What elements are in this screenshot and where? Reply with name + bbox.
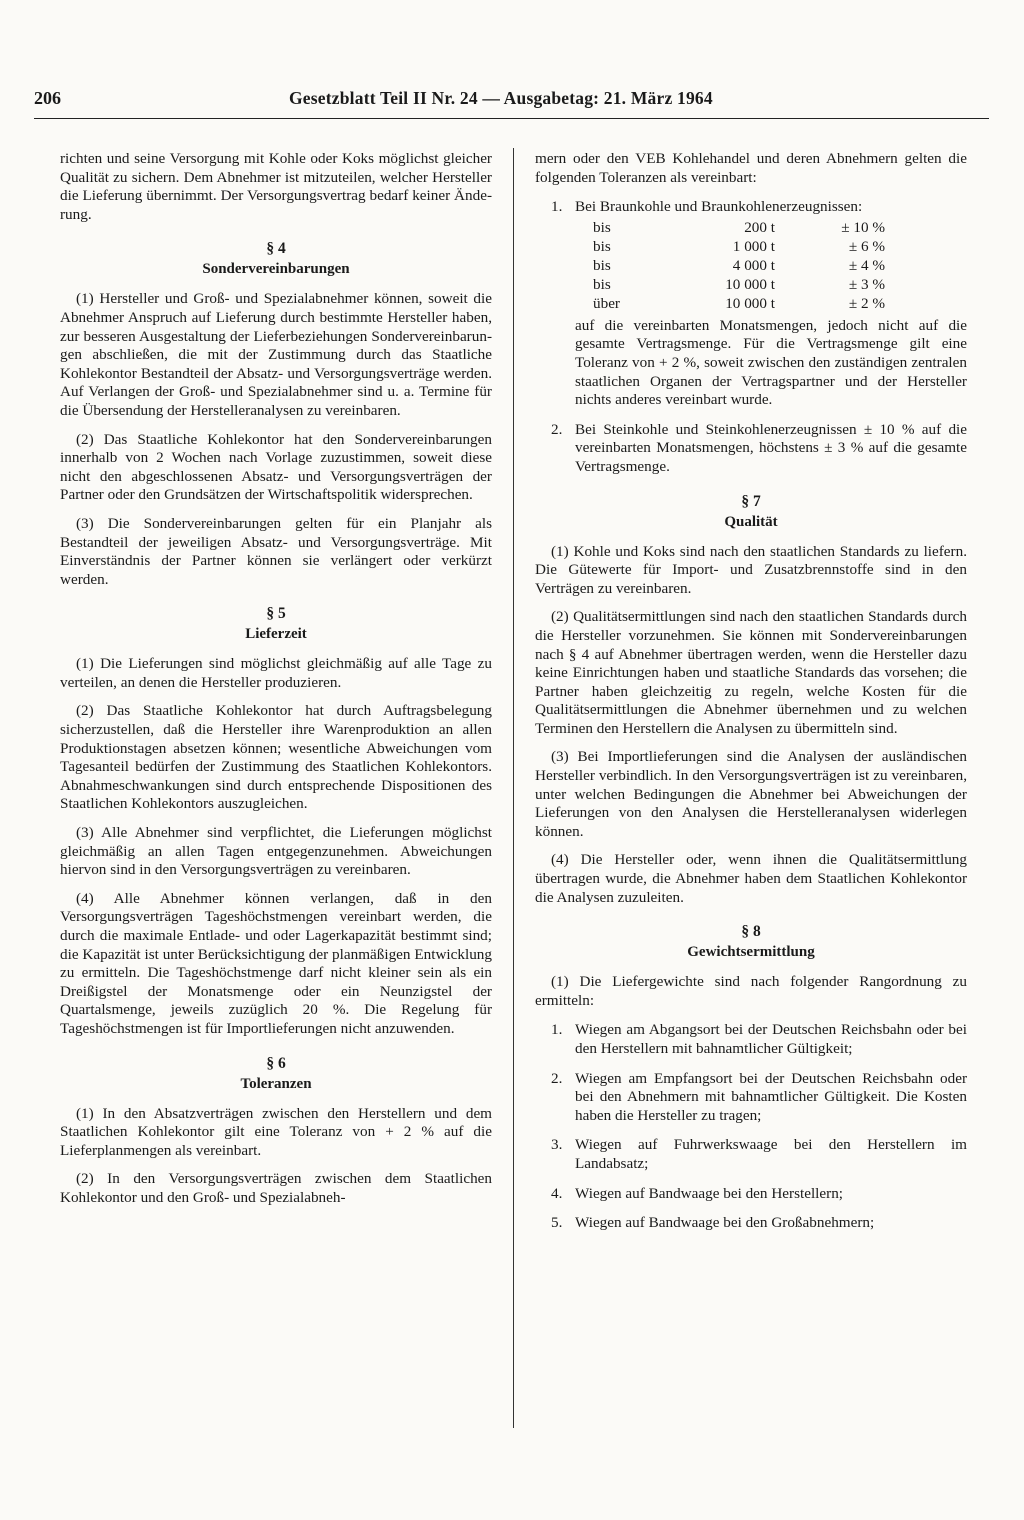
list-item xyxy=(535,1185,967,1204)
tolerance-table xyxy=(593,218,885,313)
list-text: Wiegen auf Bandwaage bei den Herstellern; xyxy=(575,1184,844,1202)
list-number: 4. xyxy=(551,1184,563,1202)
section-title: Lieferzeit xyxy=(245,626,307,643)
paragraph: (1) Die Lieferungen sind möglichst gleichmäßig auf alle Tage zu verteilen, an denen die Hersteller produzieren. xyxy=(60,655,492,691)
table-row: bis 10 000 t ± 3 % xyxy=(593,275,885,293)
paragraph: (4) Alle Abnehmer können verlangen, daß in den Versorgungsverträgen Tageshöchstmengen vereinbart werden, die durch die maximale Entlade- und oder Lagerkapazität bestimmt sind; die Kapazität ist unter Berücksichtigung der planmäßigen Entwicklung zu ermitteln. Die Tageshöchstmenge darf nicht kleiner sein als ein Dreißigstel der Monatsmenge oder ein Neunzigstel der Quartalsmenge, jeweils zuzüglich 20 %. Die Regelung für Tageshöchstmengen ist für Importlieferungen nicht anzuwenden. xyxy=(60,889,492,1037)
paragraph: (1) In den Absatzverträgen zwischen den Herstellern und dem Staatlichen Kohlekontor gilt eine Toleranz von + 2 % auf die Lieferplanmengen als vereinbart. xyxy=(60,1104,492,1159)
paragraph: (2) Das Staatliche Kohlekontor hat durch Auftragsbelegung sicherzustellen, daß die Hersteller ihre Warenproduktion an allen Produktionstagen absetzen können; wesentliche Abweichungen vom Tagesanteil bedürfen der Zustimmung des Staatlichen Kohlekontors. Abnahmeschwankungen sind durch entsprechende Dispositionen des Staatlichen Kohlekontors auszugleichen. xyxy=(60,702,492,813)
right-column xyxy=(535,150,967,1233)
list-text: Bei Steinkohle und Steinkohlenerzeugnissen ± 10 % auf die vereinbarten Monatsmengen, höchstens ± 3 % auf die gesamte Vertragsmenge. xyxy=(575,420,967,475)
page-header xyxy=(34,88,989,119)
section-title: Gewichtsermittlung xyxy=(687,944,815,961)
paragraph: (2) Das Staatliche Kohlekontor hat den Sondervereinbarungen innerhalb von 2 Wochen nach Vorlage zuzustimmen, soweit diese nicht den abgeschlossenen Absatz- und Versorgungsverträgen der Partner oder den Grundsätzen der Wirtschaftspolitik widersprechen. xyxy=(60,430,492,504)
list-continuation xyxy=(535,317,967,410)
list-text: Bei Braunkohle und Braunkohlenerzeugnissen: xyxy=(575,198,863,216)
section-title: Sondervereinbarungen xyxy=(202,261,350,278)
left-column xyxy=(60,150,492,1208)
list-number: 1. xyxy=(551,1021,563,1039)
list-item xyxy=(535,1070,967,1126)
page-number: 206 xyxy=(34,88,61,108)
section-number: § 8 xyxy=(741,923,761,941)
list-item xyxy=(535,1214,967,1233)
list-item xyxy=(535,1021,967,1058)
paragraph: (3) Bei Importlieferungen sind die Analysen der ausländischen Hersteller verbindlich. In den Versorgungsverträgen ist zu vereinbaren, unter welchen Bedingungen die Abnehmer bei Abweichungen der Lieferungen von den Analysen die Herstelleranalysen widerlegen können. xyxy=(535,748,967,840)
list-text: Wiegen am Abgangsort bei der Deutschen Reichsbahn oder bei den Herstellern mit bahnamtlicher Gültigkeit; xyxy=(575,1021,967,1057)
section-number: § 7 xyxy=(741,492,761,510)
list-number: 1. xyxy=(551,198,563,216)
table-row: bis 1 000 t ± 6 % xyxy=(593,237,885,255)
paragraph: (3) Alle Abnehmer sind verpflichtet, die Lieferungen möglichst gleichmäßig an allen Tagen entgegenzunehmen. Abweichungen hiervon sind in den Versorgungsverträgen zu vereinbaren. xyxy=(60,824,492,879)
list-number: 2. xyxy=(551,420,563,438)
paragraph: (1) Hersteller und Groß- und Spezialabnehmer können, soweit die Abnehmer Anspruch auf Lieferung durch bestimmte Hersteller haben, zur besseren Ausgestaltung der Lieferbeziehungen Sondervereinbarungen abschließen, die mit der Zustimmung durch das Staatliche Kohlekontor Bestandteil der Absatz- und Versorgungsverträge werden. Auf Verlangen der Groß- und Spezialabnehmer sind u. a. Termine für die Übersendung der Herstelleranalysen zu vereinbaren. xyxy=(60,290,492,419)
list-item xyxy=(535,1136,967,1173)
list-text: Wiegen auf Fuhrwerkswaage bei den Herstellern im Landabsatz; xyxy=(575,1136,967,1172)
section-number: § 4 xyxy=(266,240,286,258)
paragraph: richten und seine Versorgung mit Kohle oder Koks möglichst gleicher Qualität zu sichern. Dem Abnehmer ist mitzuteilen, welcher Hersteller die Lieferung übernimmt. Der Versorgungsvertrag bedarf keiner Änderung. xyxy=(60,150,492,223)
list-number: 5. xyxy=(551,1214,563,1232)
paragraph: (2) Qualitätsermittlungen sind nach den staatlichen Standards durch die Hersteller vorzunehmen. Sie können mit Sondervereinbarungen nach § 4 auf Abnehmer übertragen werden, wenn die Hersteller dazu keine Einrichtungen haben und staatliche Standards das vorsehen; die Partner haben gleichzeitig zu regeln, welche Kosten für die Qualitätsermittlungen die Abnehmer übernehmen und zu welchen Terminen den Herstellern die Analysen zu übermitteln sind. xyxy=(535,608,967,737)
paragraph: (2) In den Versorgungsverträgen zwischen dem Staatlichen Kohlekontor und den Groß- und Spezialabneh- xyxy=(60,1170,492,1206)
paragraph: (1) Kohle und Koks sind nach den staatlichen Standards zu liefern. Die Gütewerte für Import- und Zusatzbrennstoffe sind in den Verträgen zu vereinbaren. xyxy=(535,542,967,597)
paragraph: (4) Die Hersteller oder, wenn ihnen die Qualitätsermittlung übertragen wurde, die Abnehmer haben dem Staatlichen Kohlekontor die Analysen zuzuleiten. xyxy=(535,851,967,906)
table-row: bis 4 000 t ± 4 % xyxy=(593,256,885,274)
section-number: § 5 xyxy=(266,605,286,623)
list-item xyxy=(535,421,967,477)
list-text: Wiegen am Empfangsort bei der Deutschen Reichsbahn oder bei den Abnehmern mit bahnamtlicher Gültigkeit. Die Kosten haben die Hersteller zu tragen; xyxy=(575,1069,967,1124)
list-number: 3. xyxy=(551,1136,563,1154)
section-title: Toleranzen xyxy=(240,1075,312,1092)
section-number: § 6 xyxy=(266,1054,286,1072)
paragraph: (1) Die Liefergewichte sind nach folgender Rangordnung zu ermitteln: xyxy=(535,973,967,1009)
section-title: Qualität xyxy=(724,513,778,530)
paragraph: mern oder den VEB Kohlehandel und deren Abnehmern gelten die folgenden Toleranzen als vereinbart: xyxy=(535,150,967,186)
paragraph: (3) Die Sondervereinbarungen gelten für ein Planjahr als Bestandteil der jeweiligen Absatz- und Versorgungsverträge. Mit Einverständnis der Partner können sie verlängert oder verkürzt werden. xyxy=(60,514,492,588)
column-divider xyxy=(513,148,514,1428)
list-number: 2. xyxy=(551,1069,563,1087)
table-row: über 10 000 t ± 2 % xyxy=(593,294,885,312)
list-text: Wiegen auf Bandwaage bei den Großabnehmern; xyxy=(575,1214,875,1232)
list-item xyxy=(535,198,967,217)
table-row: bis 200 t ± 10 % xyxy=(593,218,885,236)
running-head: Gesetzblatt Teil II Nr. 24 — Ausgabetag: 21. März 1964 xyxy=(289,88,713,108)
paragraph: auf die vereinbarten Monatsmengen, jedoch nicht auf die gesamte Vertragsmenge. Für die Vertragsmenge gilt eine Toleranz von + 2 %, soweit zwischen den zuständigen zentralen staatlichen Organen der Vertragspartner und der Hersteller nichts anderes vereinbart wurde. xyxy=(575,316,967,409)
